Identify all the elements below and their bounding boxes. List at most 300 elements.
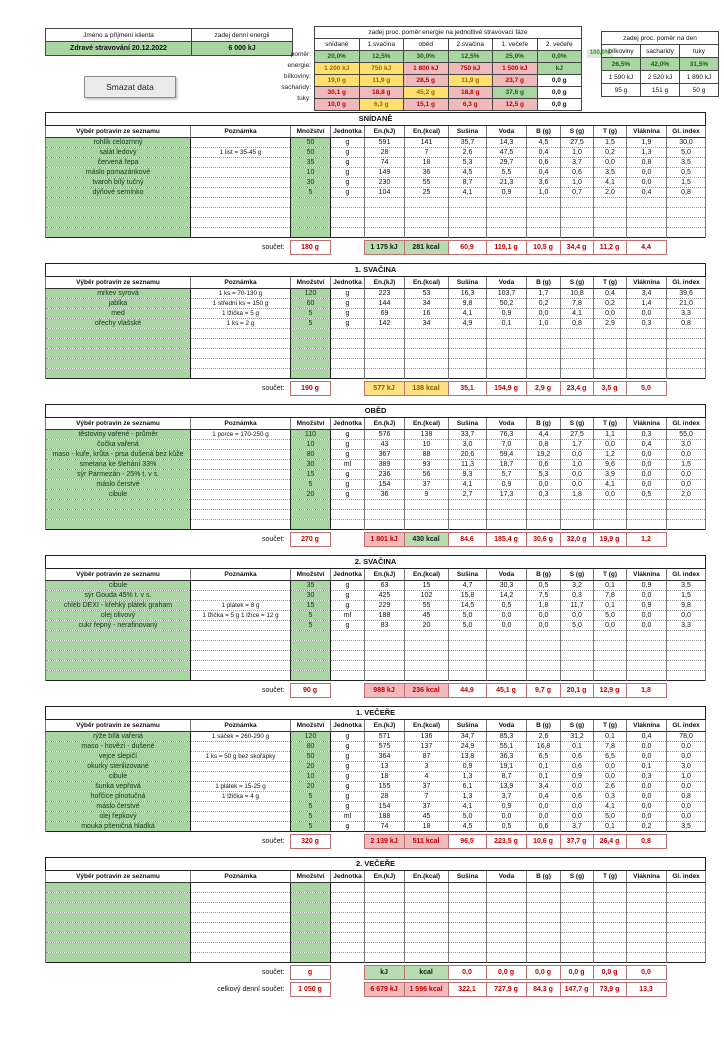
unit-cell bbox=[331, 329, 365, 339]
quantity-cell[interactable] bbox=[291, 893, 331, 903]
quantity-cell[interactable] bbox=[291, 500, 331, 510]
food-item-cell[interactable] bbox=[46, 329, 191, 339]
nutrient-value-cell: 16,3 bbox=[449, 289, 487, 299]
food-item-cell[interactable] bbox=[46, 228, 191, 238]
quantity-cell[interactable]: 20 bbox=[291, 490, 331, 500]
nutrient-value-cell: 0,3 bbox=[627, 430, 667, 440]
sum-row bbox=[45, 965, 705, 980]
sum-value: 0,8 bbox=[626, 835, 666, 849]
food-item-cell[interactable] bbox=[46, 903, 191, 913]
nutrient-value-cell: 1,7 bbox=[527, 289, 561, 299]
nutrient-value-cell: 0,4 bbox=[627, 732, 667, 742]
food-item-cell[interactable]: med bbox=[46, 309, 191, 319]
quantity-cell[interactable]: 20 bbox=[291, 782, 331, 792]
nutrient-value-cell bbox=[449, 893, 487, 903]
nutrient-value-cell: 389 bbox=[365, 460, 405, 470]
nutrient-value-cell: 1,2 bbox=[594, 450, 627, 460]
nutrient-value-cell bbox=[561, 903, 594, 913]
day-value-cell: 151 g bbox=[641, 84, 680, 97]
food-item-cell[interactable]: cukr řepný - nerafinovaný bbox=[46, 621, 191, 631]
quantity-cell[interactable]: 80 bbox=[291, 742, 331, 752]
food-item-cell[interactable]: olej řepkový bbox=[46, 812, 191, 822]
quantity-cell[interactable]: 35 bbox=[291, 158, 331, 168]
nutrient-value-cell: 0,0 bbox=[627, 480, 667, 490]
nutrient-value-cell: 0,2 bbox=[594, 148, 627, 158]
nutrient-value-cell bbox=[365, 329, 405, 339]
nutrient-value-cell: 55,0 bbox=[667, 430, 706, 440]
food-item-cell[interactable] bbox=[46, 883, 191, 893]
nutrient-value-cell: 7,0 bbox=[487, 440, 527, 450]
food-item-cell[interactable]: sýr Parmezán - 25% t. v s. bbox=[46, 470, 191, 480]
nutrient-value-cell: 0,8 bbox=[527, 440, 561, 450]
quantity-cell[interactable] bbox=[291, 943, 331, 953]
note-cell: 1 sáček = 260-290 g bbox=[191, 732, 291, 742]
note-cell: 1 střední ks = 150 g bbox=[191, 299, 291, 309]
day-value-cell[interactable]: 42,0% bbox=[641, 58, 680, 71]
column-header: T (g) bbox=[594, 569, 627, 581]
nutrient-value-cell bbox=[405, 520, 449, 530]
nutrient-value-cell: 0,0 bbox=[627, 450, 667, 460]
quantity-cell[interactable] bbox=[291, 933, 331, 943]
nutrient-value-cell: 0,0 bbox=[594, 762, 627, 772]
quantity-cell[interactable]: 5 bbox=[291, 309, 331, 319]
nutrient-value-cell bbox=[594, 953, 627, 963]
column-header: En.(kJ) bbox=[365, 720, 405, 732]
nutrient-value-cell bbox=[449, 339, 487, 349]
quantity-cell[interactable] bbox=[291, 208, 331, 218]
food-item-cell[interactable] bbox=[46, 631, 191, 641]
food-item-cell[interactable] bbox=[46, 651, 191, 661]
nutrient-value-cell: 236 bbox=[365, 470, 405, 480]
note-cell bbox=[191, 208, 291, 218]
nutrient-value-cell: 1,8 bbox=[527, 601, 561, 611]
sum-kcal: 138 kcal bbox=[404, 382, 448, 396]
nutrient-value-cell: 3,5 bbox=[594, 168, 627, 178]
column-header: Jednotka bbox=[331, 871, 365, 883]
unit-cell bbox=[331, 893, 365, 903]
food-item-cell[interactable]: smetana ke šlehání 33% bbox=[46, 460, 191, 470]
phase-value-cell[interactable]: 0,0% bbox=[537, 51, 582, 63]
phase-value-cell[interactable]: 20,0% bbox=[315, 51, 360, 63]
sum-value: 1,2 bbox=[626, 533, 666, 547]
column-header: T (g) bbox=[594, 277, 627, 289]
nutrient-value-cell: 4,9 bbox=[449, 319, 487, 329]
nutrient-value-cell bbox=[667, 651, 706, 661]
sum-value: 10,6 g bbox=[526, 835, 560, 849]
nutrient-value-cell bbox=[405, 913, 449, 923]
food-item-cell[interactable] bbox=[46, 671, 191, 681]
food-item-cell[interactable] bbox=[46, 933, 191, 943]
sum-kj: 577 kJ bbox=[364, 382, 404, 396]
quantity-cell[interactable]: 10 bbox=[291, 168, 331, 178]
nutrient-value-cell bbox=[449, 671, 487, 681]
nutrient-value-cell: 229 bbox=[365, 601, 405, 611]
sum-value: 0,0 g bbox=[593, 966, 626, 980]
food-item-cell[interactable]: okurky sterilizované bbox=[46, 762, 191, 772]
food-item-cell[interactable]: cibule bbox=[46, 581, 191, 591]
nutrient-value-cell: 0,0 bbox=[594, 158, 627, 168]
nutrient-value-cell: 7,8 bbox=[561, 299, 594, 309]
food-item-cell[interactable]: mouka pšeničná hladká bbox=[46, 822, 191, 832]
nutrient-value-cell: 5,5 bbox=[487, 168, 527, 178]
sum-value: 0,0 bbox=[626, 966, 666, 980]
daily-energy-value[interactable]: 6 000 kJ bbox=[192, 42, 293, 56]
nutrient-value-cell bbox=[561, 631, 594, 641]
sum-quantity: 190 g bbox=[290, 382, 330, 396]
quantity-cell[interactable] bbox=[291, 903, 331, 913]
unit-cell: g bbox=[331, 480, 365, 490]
column-header: En.(kcal) bbox=[405, 277, 449, 289]
nutrient-value-cell bbox=[594, 510, 627, 520]
nutrient-value-cell: 1,7 bbox=[561, 440, 594, 450]
column-header: B (g) bbox=[527, 277, 561, 289]
food-item-cell[interactable]: máslo pomazánkové bbox=[46, 168, 191, 178]
quantity-cell[interactable] bbox=[291, 883, 331, 893]
quantity-cell[interactable]: 5 bbox=[291, 792, 331, 802]
nutrient-value-cell bbox=[667, 198, 706, 208]
meal-table bbox=[45, 112, 706, 238]
quantity-cell[interactable] bbox=[291, 369, 331, 379]
unit-cell: ml bbox=[331, 611, 365, 621]
nutrient-value-cell: 0,0 bbox=[487, 611, 527, 621]
nutrient-value-cell bbox=[561, 208, 594, 218]
note-cell bbox=[191, 470, 291, 480]
quantity-cell[interactable] bbox=[291, 923, 331, 933]
food-item-cell[interactable] bbox=[46, 520, 191, 530]
quantity-cell[interactable] bbox=[291, 198, 331, 208]
food-item-cell[interactable]: tvaroh bílý tučný bbox=[46, 178, 191, 188]
nutrient-value-cell: 0,8 bbox=[561, 319, 594, 329]
quantity-cell[interactable]: 50 bbox=[291, 138, 331, 148]
nutrient-value-cell bbox=[405, 641, 449, 651]
quantity-cell[interactable] bbox=[291, 953, 331, 963]
nutrient-value-cell: 2,6 bbox=[594, 782, 627, 792]
column-header: S (g) bbox=[561, 871, 594, 883]
food-item-cell[interactable]: cibule bbox=[46, 772, 191, 782]
quantity-cell[interactable] bbox=[291, 913, 331, 923]
nutrient-value-cell: 7,8 bbox=[594, 591, 627, 601]
column-header: Vláknina bbox=[627, 277, 667, 289]
column-header: Voda bbox=[487, 871, 527, 883]
phase-row-label: energie: bbox=[287, 62, 311, 69]
food-item-cell[interactable]: rýže bílá vařená bbox=[46, 732, 191, 742]
column-header: En.(kcal) bbox=[405, 569, 449, 581]
food-item-cell[interactable] bbox=[46, 369, 191, 379]
food-item-cell[interactable]: maso - hovězí - dušené bbox=[46, 742, 191, 752]
nutrient-value-cell: 1,1 bbox=[594, 430, 627, 440]
nutrient-value-cell: 149 bbox=[365, 168, 405, 178]
nutrient-value-cell bbox=[594, 500, 627, 510]
sum-gap bbox=[666, 684, 705, 698]
nutrient-value-cell: 0,0 bbox=[667, 480, 706, 490]
nutrient-value-cell bbox=[487, 510, 527, 520]
quantity-cell[interactable]: 5 bbox=[291, 802, 331, 812]
quantity-cell[interactable]: 30 bbox=[291, 178, 331, 188]
unit-cell: g bbox=[331, 470, 365, 480]
phase-value-cell: 0,0 g bbox=[537, 87, 582, 99]
nutrient-value-cell bbox=[365, 671, 405, 681]
phase-value-cell: 10,0 g bbox=[315, 99, 360, 111]
nutrient-value-cell: 0,2 bbox=[627, 822, 667, 832]
food-item-cell[interactable]: těstoviny vařené - průměr bbox=[46, 430, 191, 440]
note-cell: 1 plátek = 8 g bbox=[191, 601, 291, 611]
nutrient-value-cell: 2,6 bbox=[449, 148, 487, 158]
phase-value-cell[interactable]: 30,0% bbox=[404, 51, 449, 63]
food-item-cell[interactable] bbox=[46, 893, 191, 903]
food-item-cell[interactable]: olej olivový bbox=[46, 611, 191, 621]
nutrient-value-cell bbox=[527, 339, 561, 349]
quantity-cell[interactable]: 35 bbox=[291, 581, 331, 591]
quantity-cell[interactable]: 10 bbox=[291, 440, 331, 450]
nutrient-value-cell: 0,0 bbox=[627, 742, 667, 752]
quantity-cell[interactable] bbox=[291, 671, 331, 681]
quantity-cell[interactable]: 5 bbox=[291, 621, 331, 631]
nutrient-value-cell bbox=[561, 883, 594, 893]
food-item-cell[interactable] bbox=[46, 349, 191, 359]
quantity-cell[interactable]: 15 bbox=[291, 601, 331, 611]
meal-section bbox=[45, 112, 724, 255]
day-value-cell[interactable]: 26,5% bbox=[602, 58, 641, 71]
day-value-cell[interactable]: 31,5% bbox=[680, 58, 719, 71]
nutrient-value-cell: 0,3 bbox=[594, 792, 627, 802]
day-value-cell: 1 590 kJ bbox=[602, 71, 641, 84]
unit-cell: g bbox=[331, 762, 365, 772]
quantity-cell[interactable]: 5 bbox=[291, 812, 331, 822]
quantity-cell[interactable] bbox=[291, 651, 331, 661]
unit-cell bbox=[331, 913, 365, 923]
nutrient-value-cell: 0,3 bbox=[527, 490, 561, 500]
quantity-cell[interactable] bbox=[291, 661, 331, 671]
food-item-cell[interactable]: jablka bbox=[46, 299, 191, 309]
column-header: Gl. index bbox=[667, 569, 706, 581]
unit-cell bbox=[331, 661, 365, 671]
nutrient-value-cell bbox=[449, 953, 487, 963]
nutrient-value-cell: 1,3 bbox=[627, 148, 667, 158]
sum-value: 73,9 g bbox=[593, 983, 626, 997]
sum-value: 0,0 bbox=[448, 966, 486, 980]
client-name-value[interactable]: Zdravé stravování 20.12.2022 bbox=[46, 42, 192, 56]
column-header: Gl. index bbox=[667, 720, 706, 732]
quantity-cell[interactable]: 20 bbox=[291, 762, 331, 772]
quantity-cell[interactable]: 30 bbox=[291, 460, 331, 470]
food-item-cell[interactable]: čočka vařená bbox=[46, 440, 191, 450]
food-item-cell[interactable] bbox=[46, 339, 191, 349]
sum-value: 37,7 g bbox=[560, 835, 593, 849]
sum-gap bbox=[666, 382, 705, 396]
column-header: S (g) bbox=[561, 418, 594, 430]
quantity-cell[interactable]: 80 bbox=[291, 450, 331, 460]
unit-cell: g bbox=[331, 440, 365, 450]
nutrient-value-cell bbox=[527, 933, 561, 943]
nutrient-value-cell bbox=[594, 903, 627, 913]
quantity-cell[interactable]: 5 bbox=[291, 611, 331, 621]
column-header: T (g) bbox=[594, 871, 627, 883]
food-item-cell[interactable] bbox=[46, 218, 191, 228]
nutrient-value-cell: 0,8 bbox=[627, 158, 667, 168]
column-header: Výběr potravin ze seznamu bbox=[46, 418, 191, 430]
nutrient-value-cell bbox=[365, 913, 405, 923]
nutrient-value-cell bbox=[487, 359, 527, 369]
quantity-cell[interactable] bbox=[291, 520, 331, 530]
food-item-cell[interactable] bbox=[46, 913, 191, 923]
nutrient-value-cell bbox=[449, 641, 487, 651]
food-item-cell[interactable] bbox=[46, 953, 191, 963]
phase-value-cell[interactable]: 12,5% bbox=[359, 51, 404, 63]
unit-cell bbox=[331, 208, 365, 218]
nutrient-value-cell: 425 bbox=[365, 591, 405, 601]
nutrient-value-cell: 0,0 bbox=[627, 470, 667, 480]
food-item-cell[interactable]: sýr Gouda 45% t. v s. bbox=[46, 591, 191, 601]
quantity-cell[interactable]: 60 bbox=[291, 299, 331, 309]
nutrient-value-cell bbox=[627, 329, 667, 339]
food-item-cell[interactable]: máslo čerstvé bbox=[46, 480, 191, 490]
quantity-cell[interactable] bbox=[291, 631, 331, 641]
food-item-cell[interactable]: šunka vepřová bbox=[46, 782, 191, 792]
nutrient-value-cell bbox=[627, 651, 667, 661]
meal-table bbox=[45, 555, 706, 681]
nutrient-value-cell: 0,4 bbox=[594, 289, 627, 299]
nutrient-value-cell bbox=[405, 500, 449, 510]
food-item-cell[interactable] bbox=[46, 943, 191, 953]
food-item-cell[interactable]: ořechy vlašské bbox=[46, 319, 191, 329]
phase-value-cell[interactable]: 12,5% bbox=[448, 51, 493, 63]
header-area bbox=[0, 26, 724, 112]
quantity-cell[interactable] bbox=[291, 228, 331, 238]
food-item-cell[interactable]: vejce slepičí bbox=[46, 752, 191, 762]
nutrient-value-cell bbox=[527, 359, 561, 369]
nutrient-value-cell bbox=[405, 369, 449, 379]
quantity-cell[interactable]: 120 bbox=[291, 732, 331, 742]
column-header: Vláknina bbox=[627, 418, 667, 430]
food-item-cell[interactable] bbox=[46, 923, 191, 933]
quantity-cell[interactable]: 5 bbox=[291, 188, 331, 198]
note-cell bbox=[191, 651, 291, 661]
nutrient-value-cell: 0,0 bbox=[561, 611, 594, 621]
nutrient-value-cell bbox=[627, 671, 667, 681]
nutrient-value-cell: 87 bbox=[405, 752, 449, 762]
nutrient-value-cell bbox=[487, 943, 527, 953]
food-item-cell[interactable]: hořčice plnotučná bbox=[46, 792, 191, 802]
column-header: B (g) bbox=[527, 569, 561, 581]
food-item-cell[interactable]: chléb DEXI - křehký plátek graham bbox=[46, 601, 191, 611]
food-item-cell[interactable] bbox=[46, 510, 191, 520]
quantity-cell[interactable]: 5 bbox=[291, 319, 331, 329]
quantity-cell[interactable] bbox=[291, 349, 331, 359]
spreadsheet-page bbox=[0, 26, 724, 1050]
food-item-cell[interactable]: máslo čerstvé bbox=[46, 802, 191, 812]
nutrient-value-cell bbox=[449, 923, 487, 933]
column-header: Poznámka bbox=[191, 569, 291, 581]
nutrient-value-cell: 3,7 bbox=[487, 792, 527, 802]
food-item-cell[interactable]: maso - kuře, krůta - prsa dušená bez kůže bbox=[46, 450, 191, 460]
food-item-cell[interactable]: cibule bbox=[46, 490, 191, 500]
nutrient-value-cell bbox=[527, 520, 561, 530]
nutrient-value-cell bbox=[487, 933, 527, 943]
food-item-cell[interactable] bbox=[46, 661, 191, 671]
food-item-cell[interactable] bbox=[46, 641, 191, 651]
food-item-cell[interactable] bbox=[46, 359, 191, 369]
nutrient-value-cell bbox=[594, 651, 627, 661]
quantity-cell[interactable]: 10 bbox=[291, 772, 331, 782]
quantity-cell[interactable]: 50 bbox=[291, 148, 331, 158]
column-header: B (g) bbox=[527, 720, 561, 732]
quantity-cell[interactable] bbox=[291, 359, 331, 369]
sum-kcal: kcal bbox=[404, 966, 448, 980]
sum-quantity: 1 050 g bbox=[290, 983, 330, 997]
sum-kcal: 236 kcal bbox=[404, 684, 448, 698]
column-header: Vláknina bbox=[627, 871, 667, 883]
section-title: 2. SVAČINA bbox=[46, 556, 706, 569]
nutrient-value-cell bbox=[405, 661, 449, 671]
note-cell: 1 ks = 2 g bbox=[191, 319, 291, 329]
food-item-cell[interactable] bbox=[46, 500, 191, 510]
nutrient-value-cell bbox=[449, 661, 487, 671]
food-item-cell[interactable]: mrkev syrová bbox=[46, 289, 191, 299]
nutrient-value-cell bbox=[449, 218, 487, 228]
quantity-cell[interactable]: 15 bbox=[291, 470, 331, 480]
sum-value: 19,9 g bbox=[593, 533, 626, 547]
quantity-cell[interactable] bbox=[291, 641, 331, 651]
sum-value: 9,7 g bbox=[526, 684, 560, 698]
nutrient-value-cell: 1,0 bbox=[561, 178, 594, 188]
food-item-cell[interactable]: rohlík celozrnný bbox=[46, 138, 191, 148]
unit-cell: g bbox=[331, 792, 365, 802]
nutrient-value-cell bbox=[449, 883, 487, 893]
nutrient-value-cell: 34,7 bbox=[449, 732, 487, 742]
clear-data-button[interactable]: Smazat data bbox=[84, 76, 176, 98]
food-item-cell[interactable] bbox=[46, 208, 191, 218]
quantity-cell[interactable]: 110 bbox=[291, 430, 331, 440]
quantity-cell[interactable] bbox=[291, 218, 331, 228]
phase-value-cell[interactable]: 25,0% bbox=[493, 51, 538, 63]
note-cell bbox=[191, 339, 291, 349]
note-cell bbox=[191, 490, 291, 500]
unit-cell: g bbox=[331, 158, 365, 168]
phase-value-cell: 11,9 g bbox=[359, 75, 404, 87]
food-item-cell[interactable] bbox=[46, 198, 191, 208]
quantity-cell[interactable]: 50 bbox=[291, 752, 331, 762]
nutrient-value-cell: 0,0 bbox=[561, 470, 594, 480]
quantity-cell[interactable]: 5 bbox=[291, 822, 331, 832]
quantity-cell[interactable] bbox=[291, 339, 331, 349]
unit-cell: g bbox=[331, 430, 365, 440]
sum-value: 20,1 g bbox=[560, 684, 593, 698]
column-header: Poznámka bbox=[191, 418, 291, 430]
unit-cell bbox=[331, 883, 365, 893]
note-cell: 1 list = 35-45 g bbox=[191, 148, 291, 158]
nutrient-value-cell: 0,0 bbox=[667, 812, 706, 822]
quantity-cell[interactable] bbox=[291, 510, 331, 520]
food-item-cell[interactable]: dýňové semínko bbox=[46, 188, 191, 198]
food-item-cell[interactable]: salát ledový bbox=[46, 148, 191, 158]
nutrient-value-cell: 3,4 bbox=[527, 782, 561, 792]
quantity-cell[interactable]: 30 bbox=[291, 591, 331, 601]
quantity-cell[interactable] bbox=[291, 329, 331, 339]
phase-value-cell: 18,8 g bbox=[448, 87, 493, 99]
sum-quantity: 270 g bbox=[290, 533, 330, 547]
nutrient-value-cell: 4,1 bbox=[449, 802, 487, 812]
phase-column-header: 2.svačina bbox=[448, 39, 493, 51]
sum-value: 30,6 g bbox=[526, 533, 560, 547]
quantity-cell[interactable]: 5 bbox=[291, 480, 331, 490]
nutrient-value-cell: 571 bbox=[365, 732, 405, 742]
nutrient-value-cell bbox=[667, 228, 706, 238]
column-header: T (g) bbox=[594, 720, 627, 732]
unit-cell: g bbox=[331, 752, 365, 762]
sum-value: 185,4 g bbox=[486, 533, 526, 547]
food-item-cell[interactable]: červená řepa bbox=[46, 158, 191, 168]
quantity-cell[interactable]: 120 bbox=[291, 289, 331, 299]
